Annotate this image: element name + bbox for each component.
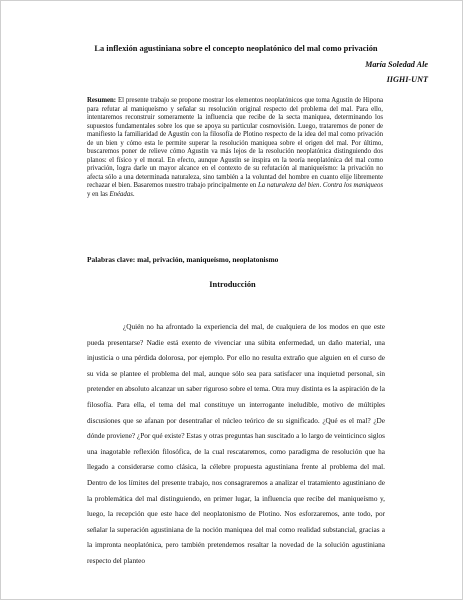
abstract-text-part: .	[132, 191, 135, 199]
body-text: ¿Quién no ha afrontado la experiencia del mal, de cualquiera de los modos en que este pueda presentarse? Nadie está exento de vivenciar una súbita enfermedad, un daño material, una injusticia o una pérdida dolorosa, por ejemplo. Por ello no resulta extraño que alguien en el curso de su vida se plantee el problema del mal, aunque sólo sea para satisfacer una inquietud personal, sin pretender en absoluto alcanzar un saber riguroso sobre el tema. Otra muy distinta es la aspiración de la filosofía. Para ella, el tema del mal constituye un interrogante ineludible, motivo de múltiples discusiones que se afanan por desentrañar el núcleo teórico de su significado. ¿Qué es el mal? ¿De dónde proviene? ¿Por qué existe? Estas y otras preguntas han suscitado a lo largo de veinticinco siglos una inagotable reflexión filosófica, de la cual rescataremos, como paradigma de resolución que ha llegado a considerarse como clásica, la célebre propuesta agustiniana frente al problema del mal. Dentro de los límites del presente trabajo, nos consagraremos a analizar el tratamiento agustiniano de la problemática del mal distinguiendo, en primer lugar, la influencia que recibe del maniqueísmo y, luego, la recepción que este hace del neoplatonismo de Plotino. Nos esforzaremos, ante todo, por señalar la superación agustiniana de la noción maniquea del mal como realidad substancial, gracias a la impronta neoplatónica, pero también pretendemos resaltar la novedad de la solución agustiniana respecto del planteo	[87, 323, 385, 565]
body-paragraph	[87, 320, 385, 570]
abstract-label: Resumen:	[87, 97, 117, 104]
abstract-work-title: Enéadas	[109, 191, 133, 199]
abstract-text-part: y en las	[87, 191, 110, 199]
author-block	[365, 57, 428, 87]
author-name: María Soledad Ale	[365, 60, 428, 69]
paper-title: La inflexión agustiniana sobre el concepto neoplatónico del mal como privación	[94, 44, 378, 53]
section-heading: Introducción	[209, 280, 256, 289]
abstract-text-part: .	[319, 182, 323, 190]
abstract-text-part: El presente trabajo se propone mostrar los elementos neoplatónicos que toma Agustín de Hipona para refutar al maniqueísmo y señalar su resolución original respecto del problema del mal. Para ello, intentaremos reconstruir someramente la influencia que recibe de la secta maniquea, determinando los supuestos fundamentales sobre los que se apoya su particular cosmovisión. Luego, trataremos de poner de manifiesto la familiaridad de Agustín con la filosofía de Plotino respecto de la idea del mal como privación de un bien y cómo esta le permite superar la resolución maniquea sobre el origen del mal. Por último, buscaremos poner de relieve cómo Agustín va más lejos de la resolución neoplatónica distinguiendo dos planos: el físico y el moral. En efecto, aunque Agustín se inspira en la teoría neoplatónica del mal como privación, logra darle un mayor alcance en el contexto de su refutación al maniqueísmo: la privación no afecta sólo a una determinada naturaleza, sino también a la voluntad del hombre en cuanto elije libremente rechazar el bien. Basaremos nuestro trabajo principalmente en	[87, 97, 383, 190]
keywords: Palabras clave: mal, privación, maniqueísmo, neoplatonismo	[87, 255, 279, 264]
abstract-work-title: La naturaleza del bien	[258, 182, 320, 190]
author-institution: IIGHI-UNT	[386, 75, 428, 84]
abstract	[87, 97, 383, 200]
abstract-work-title: Contra los maniqueos	[322, 182, 384, 190]
